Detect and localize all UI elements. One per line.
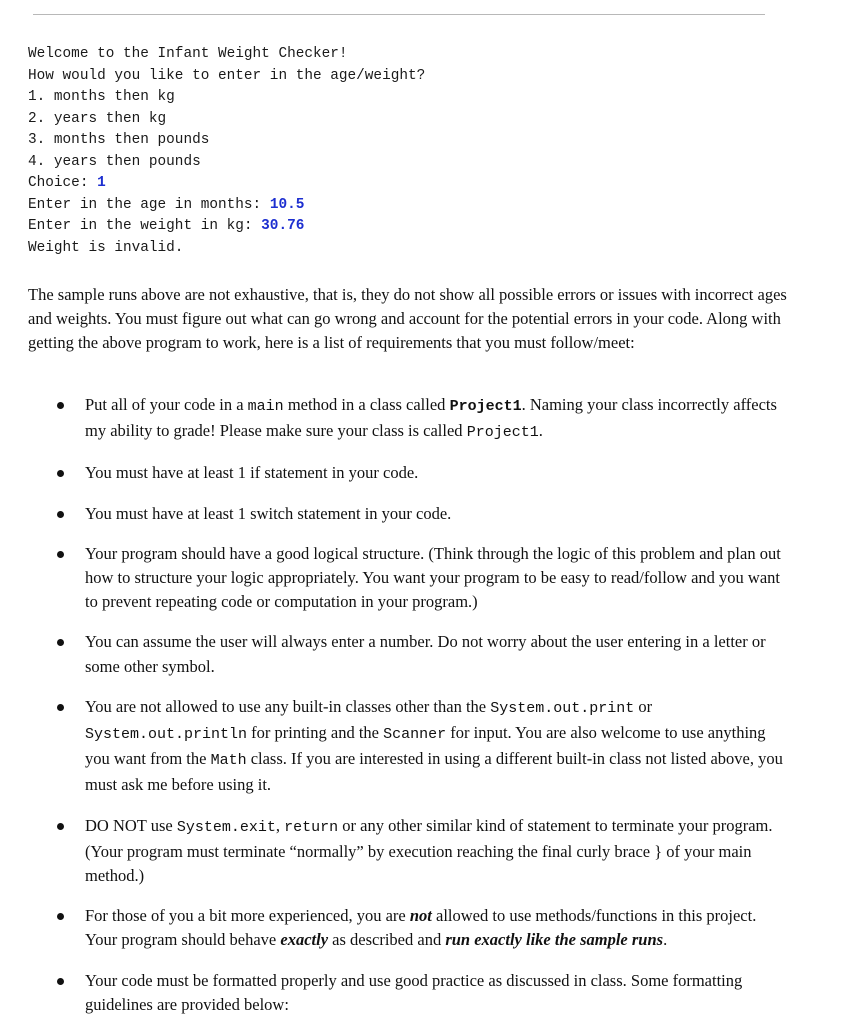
age-input-value: 10.5: [269, 196, 305, 213]
text: You can assume the user will always enter a number. Do not worry about the user entering in a letter or some other symbol.: [85, 632, 766, 676]
console-option: 3. months then pounds: [28, 132, 210, 148]
horizontal-rule: [33, 14, 765, 15]
weight-input-value: 30.76: [261, 218, 305, 234]
text: You must have at least 1 switch statement in your code.: [85, 503, 452, 523]
console-prompt: How would you like to enter in the age/weight?: [28, 67, 426, 84]
text: ,: [275, 815, 285, 835]
bullet-icon: [57, 470, 64, 477]
text: .: [663, 930, 668, 950]
bullet-icon: [57, 551, 64, 558]
bullet-icon: [57, 704, 64, 711]
console-welcome: Welcome to the Infant Weight Checker!: [28, 46, 348, 62]
console-result: Weight is invalid.: [28, 239, 184, 256]
emphasis-text: exactly: [280, 930, 329, 950]
class-name-bold: Project1: [449, 398, 522, 415]
code-text: System.exit: [176, 818, 276, 836]
choice-input-value: 1: [97, 175, 106, 191]
text: method in a class called: [283, 395, 450, 414]
emphasis-text: not: [409, 906, 432, 926]
text: or any other similar kind of statement to terminate your program. (Your program must terminate “normally” by execution reaching the final curly brace } of your main method.): [85, 815, 773, 886]
code-text: main: [247, 398, 284, 415]
text: .: [538, 421, 543, 441]
text: allowed to use methods/functions in this project. Your program should behave: [85, 906, 757, 950]
text: . Naming your class incorrectly affects my ability to grade! Please make sure your class is called: [85, 395, 777, 441]
text: You are not allowed to use any built-in classes other than the: [85, 696, 491, 716]
age-label: Enter in the age in months:: [28, 196, 270, 213]
requirement-item: [0, 814, 785, 889]
text: class. If you are interested in using a different built-in class not listed above, you must ask me before using it.: [85, 749, 783, 795]
console-option: 2. years then kg: [28, 110, 167, 127]
choice-label: Choice:: [28, 175, 98, 191]
text: Your code must be formatted properly and use good practice as discussed in class. Some formatting guidelines are provided below:: [85, 970, 743, 1014]
text: Put all of your code in a: [85, 395, 248, 414]
code-text: System.out.print: [490, 699, 635, 717]
weight-label: Enter in the weight in kg:: [28, 218, 262, 234]
code-text: Project1: [466, 424, 539, 442]
requirement-item: [0, 969, 785, 1017]
requirement-item: [0, 695, 785, 798]
requirement-item: [0, 630, 785, 678]
code-text: return: [284, 818, 339, 836]
text: for input. You are also welcome to use anything you want from the: [85, 723, 766, 769]
requirement-item: [0, 502, 785, 526]
console-option: 4. years then pounds: [28, 153, 201, 170]
text: as described and: [328, 930, 446, 950]
requirement-item: [0, 461, 785, 485]
bullet-icon: [57, 511, 64, 518]
intro-text: The sample runs above are not exhaustive, that is, they do not show all possible errors or issues with incorrect ages and weights. You must figure out what can go wrong and account for the potential errors in your code. Along with getting the above program to work, here is a list of requirements that you must follow/meet:: [28, 285, 787, 353]
bullet-icon: [57, 639, 64, 646]
text: You must have at least 1 if statement in your code.: [85, 463, 419, 483]
bullet-icon: [57, 913, 64, 920]
code-text: System.out.println: [85, 726, 248, 744]
text: For those of you a bit more experienced, you are: [85, 906, 410, 926]
sample-run-console: [28, 44, 425, 259]
text: for printing and the: [247, 723, 384, 743]
text: DO NOT use: [85, 815, 177, 835]
intro-paragraph: [28, 283, 808, 356]
bullet-icon: [57, 823, 64, 830]
requirements-list: [0, 393, 852, 1033]
requirement-item: [0, 904, 785, 952]
emphasis-text: run exactly like the sample runs: [445, 930, 664, 950]
code-text: Scanner: [383, 726, 447, 744]
code-text: Math: [210, 752, 247, 770]
text: Your program should have a good logical structure. (Think through the logic of this problem and plan out how to structure your logic appropriately. You want your program to be easy to read/follow and you want to prevent repeating code or computation in your program.): [85, 543, 781, 612]
console-option: 1. months then kg: [28, 89, 175, 105]
bullet-icon: [57, 402, 64, 409]
bullet-icon: [57, 978, 64, 985]
text: or: [634, 696, 653, 716]
requirement-item: [0, 542, 785, 615]
requirement-item: [0, 393, 785, 445]
